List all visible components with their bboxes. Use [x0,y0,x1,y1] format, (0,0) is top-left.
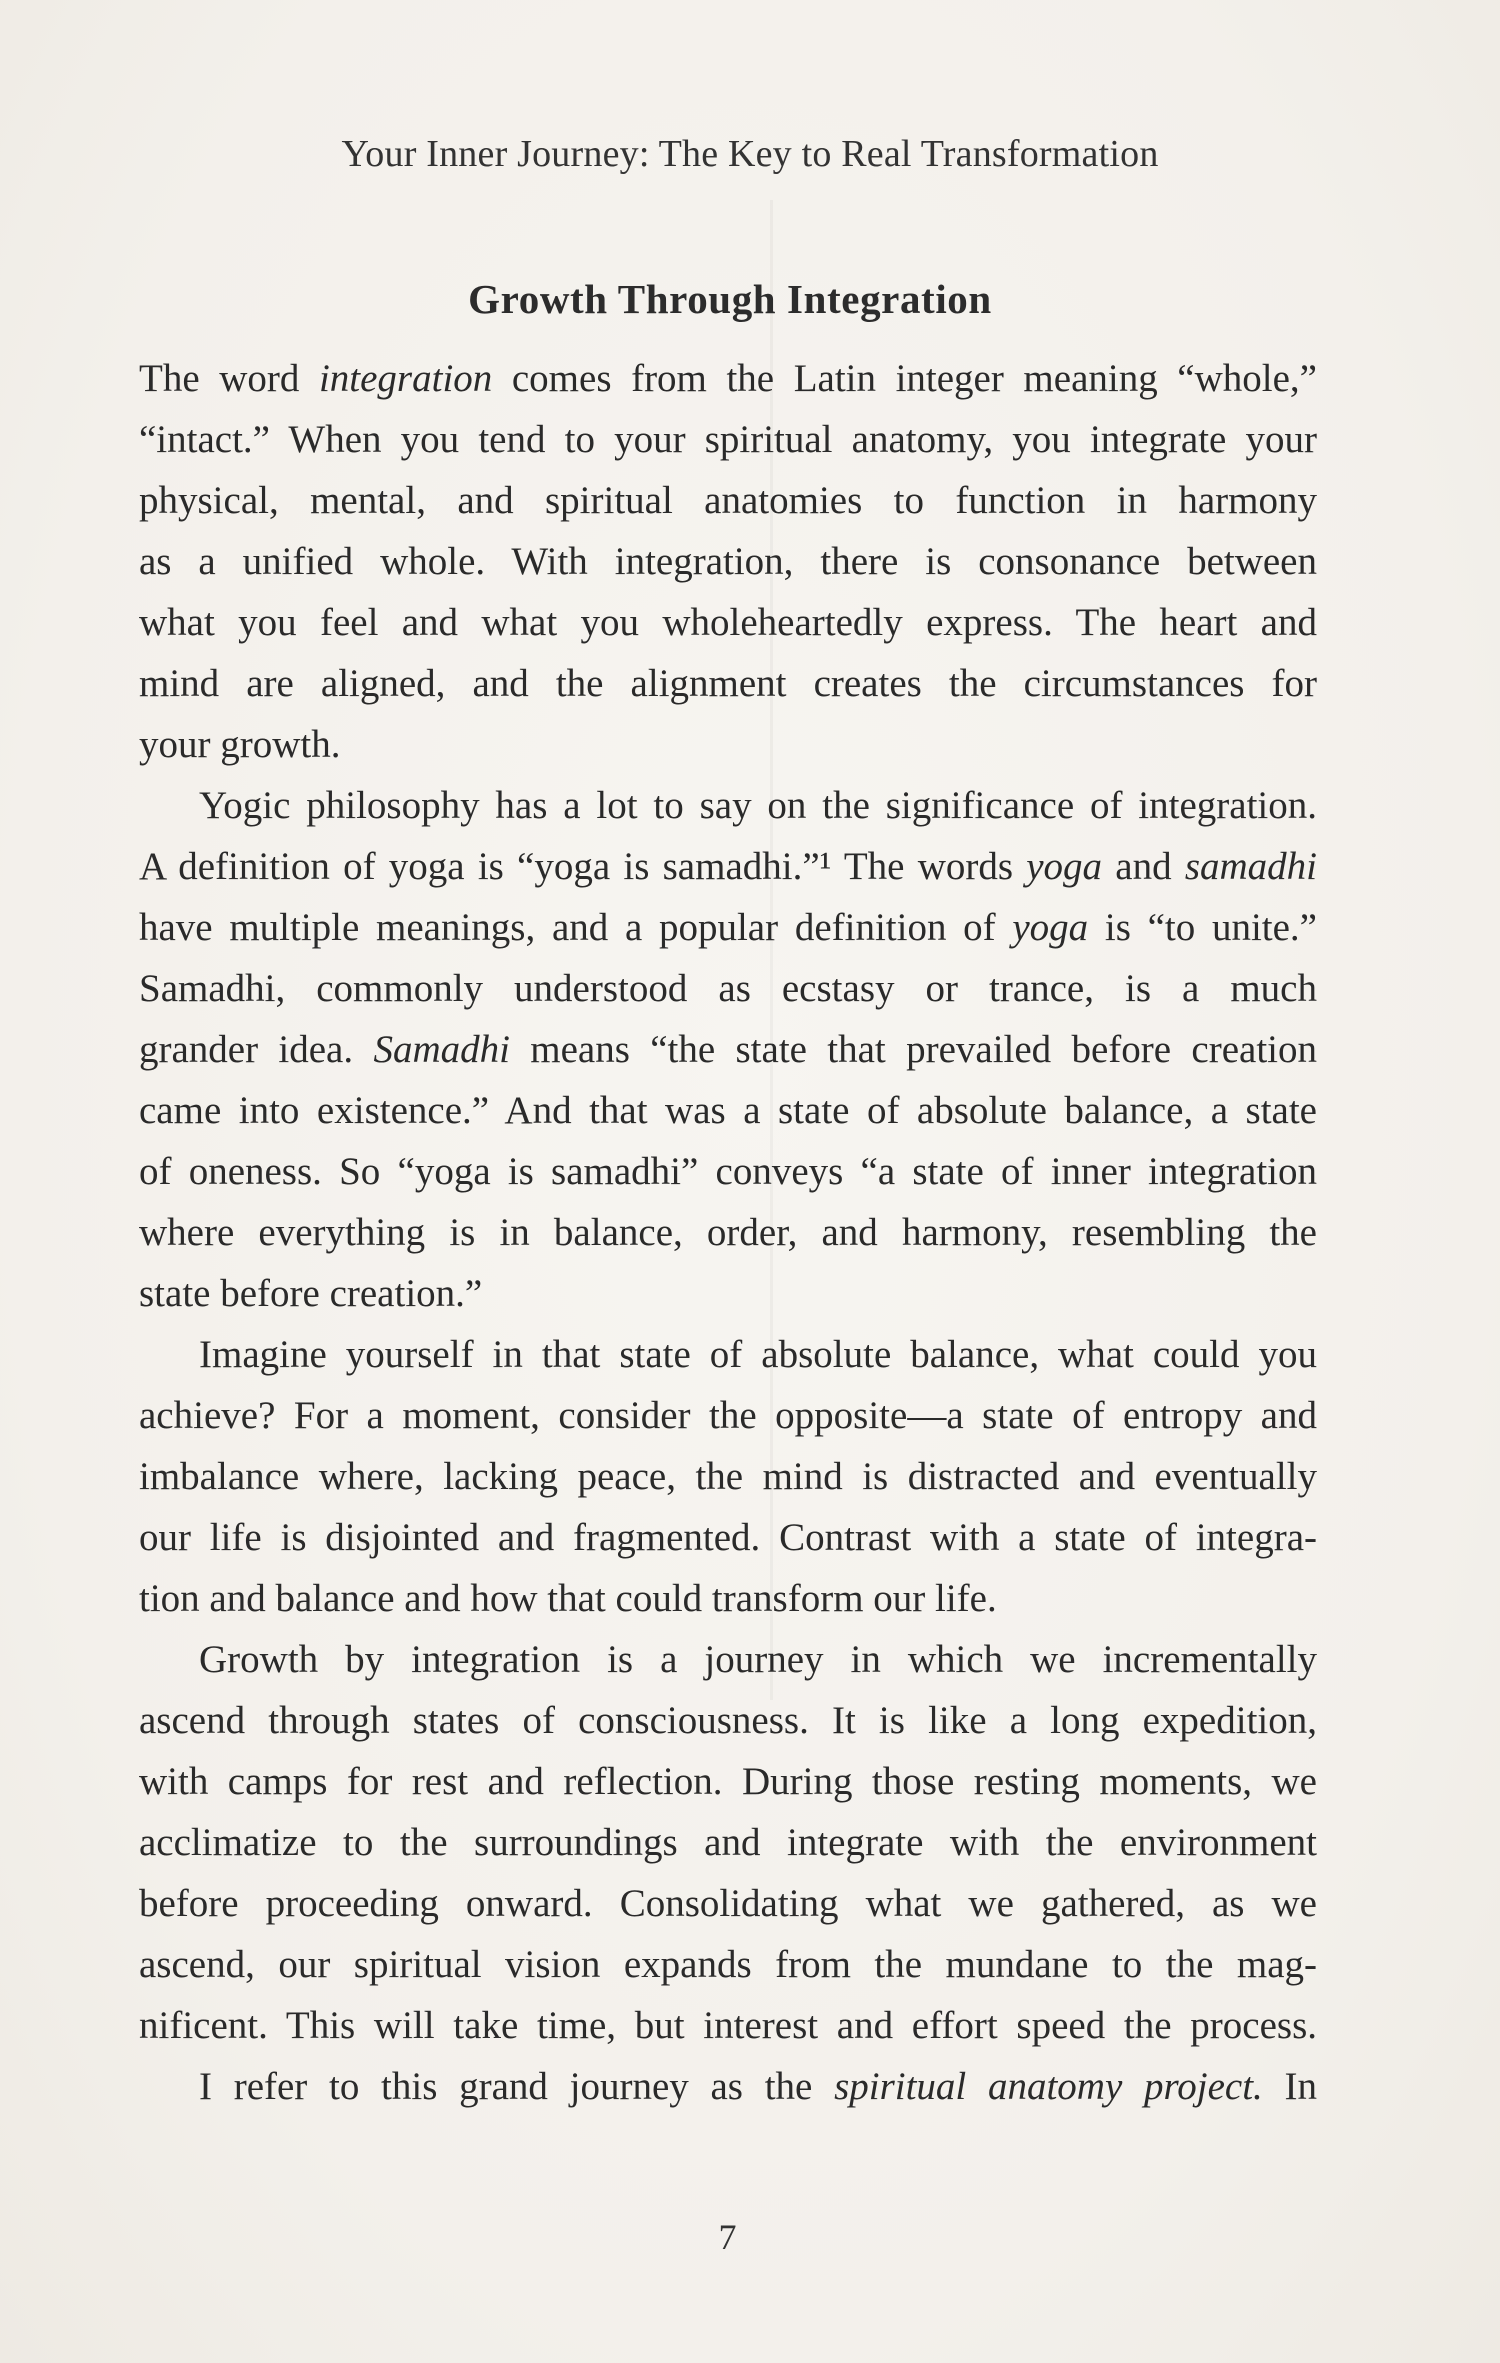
body-text [139,348,1317,2117]
text-line: nificent. This will take time, but interest and effort speed the process. [139,2004,1317,2047]
text-line: physical, mental, and spiritual anatomies to function in harmony [139,479,1317,522]
text-line: mind are aligned, and the alignment creates the circumstances for [139,662,1317,705]
text-line: what you feel and what you wholeheartedly express. The heart and [139,601,1317,644]
text-line: as a unified whole. With integration, there is consonance between [139,540,1317,583]
text-line: state before creation.” [139,1272,483,1315]
text-line: “intact.” When you tend to your spiritual anatomy, you integrate your [139,418,1317,461]
text-line: before proceeding onward. Consolidating what we gathered, as we [139,1882,1317,1925]
text-line: our life is disjointed and fragmented. Contrast with a state of integra- [139,1516,1317,1559]
text-line: where everything is in balance, order, and harmony, resembling the [139,1211,1317,1254]
running-head: Your Inner Journey: The Key to Real Transformation [341,133,1159,175]
text-line: A definition of yoga is “yoga is samadhi.”¹ The words yoga and samadhi [139,845,1317,888]
text-line: The word integration comes from the Latin integer meaning “whole,” [139,357,1317,400]
text-line: Imagine yourself in that state of absolute balance, what could you [199,1333,1317,1376]
text-line: achieve? For a moment, consider the opposite—a state of entropy and [139,1394,1317,1437]
text-line: acclimatize to the surroundings and integrate with the environment [139,1821,1317,1864]
text-line: tion and balance and how that could transform our life. [139,1577,997,1620]
text-line: imbalance where, lacking peace, the mind is distracted and eventually [139,1455,1317,1498]
text-line: grander idea. Samadhi means “the state that prevailed before creation [139,1028,1317,1071]
text-line: with camps for rest and reflection. During those resting moments, we [139,1760,1317,1803]
text-line: I refer to this grand journey as the spiritual anatomy project. In [199,2065,1317,2108]
text-line: of oneness. So “yoga is samadhi” conveys “a state of inner integration [139,1150,1317,1193]
section-title: Growth Through Integration [468,276,992,322]
text-line: Growth by integration is a journey in which we incrementally [199,1638,1317,1681]
text-line: ascend through states of consciousness. It is like a long expedition, [139,1699,1317,1742]
text-line: Yogic philosophy has a lot to say on the significance of integration. [199,784,1317,827]
text-line: have multiple meanings, and a popular definition of yoga is “to unite.” [139,906,1317,949]
page-number: 7 [718,2217,737,2257]
text-line: your growth. [139,723,341,766]
text-line: Samadhi, commonly understood as ecstasy or trance, is a much [139,967,1317,1010]
text-line: ascend, our spiritual vision expands from the mundane to the mag- [139,1943,1317,1986]
text-line: came into existence.” And that was a state of absolute balance, a state [139,1089,1317,1132]
